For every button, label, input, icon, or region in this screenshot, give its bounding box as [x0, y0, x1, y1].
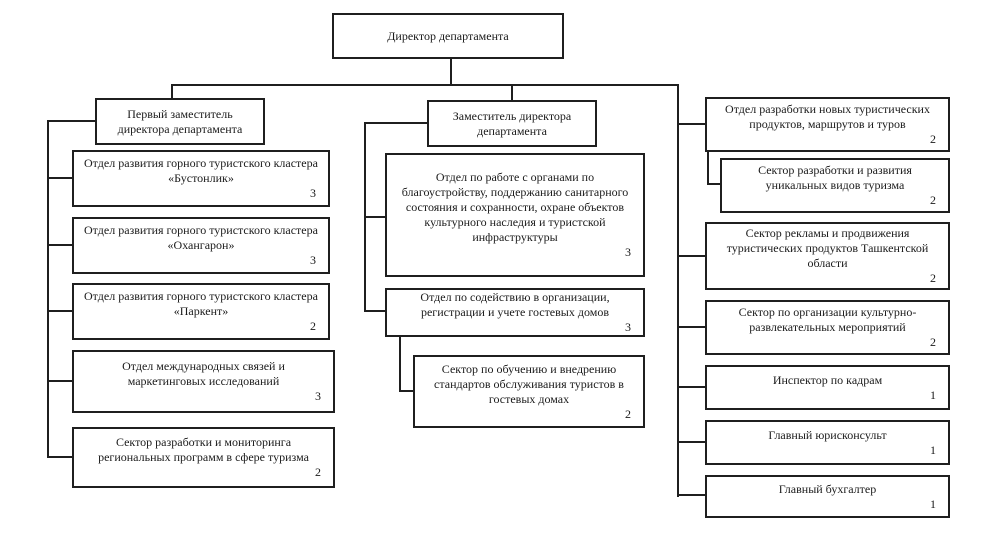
box-title: Отдел развития горного туристского кластера «Паркент» — [84, 289, 318, 318]
connector-right-child-drop — [707, 152, 709, 185]
org-box-cultural-events-sector — [705, 300, 950, 355]
staff-count: 2 — [930, 132, 936, 146]
connector-middle-child-link — [399, 390, 413, 392]
org-box-deputy-director — [427, 100, 597, 147]
box-title: Сектор рекламы и продвижения туристических продуктов Ташкентской области — [726, 226, 929, 270]
staff-count: 1 — [930, 442, 936, 457]
connector-middle-stub-1 — [364, 216, 385, 218]
connector-middle-child-drop — [399, 337, 401, 392]
staff-count: 3 — [310, 186, 316, 200]
connector-left-head-link — [47, 120, 95, 122]
staff-count: 2 — [930, 193, 936, 207]
connector-right-spine — [677, 84, 679, 497]
org-box-cluster-parkent — [72, 283, 330, 340]
connector-root-drop — [450, 59, 452, 84]
box-title: Отдел по содействию в организации, регистрации и учете гостевых домов — [420, 290, 610, 319]
connector-right-stub-1 — [679, 123, 705, 125]
connector-left-spine — [47, 120, 49, 458]
staff-count: 1 — [930, 387, 936, 402]
org-box-cluster-bustonlik — [72, 150, 330, 207]
staff-count: 2 — [310, 319, 316, 333]
org-box-guest-houses — [385, 288, 645, 337]
box-title: Отдел разработки новых туристических продуктов, маршрутов и туров — [725, 102, 930, 131]
staff-count: 3 — [625, 320, 631, 334]
org-box-new-products — [705, 97, 950, 152]
staff-count: 2 — [625, 406, 631, 421]
connector-right-stub-5 — [679, 386, 705, 388]
connector-right-stub-4 — [679, 326, 705, 328]
org-box-unique-tourism-sector — [720, 158, 950, 213]
org-box-chief-legal-counsel — [705, 420, 950, 465]
org-box-cluster-ohangaron — [72, 217, 330, 274]
staff-count: 2 — [315, 465, 321, 479]
box-title: Сектор по организации культурно-развлекательных мероприятий — [738, 305, 917, 334]
connector-right-stub-7 — [679, 494, 705, 496]
staff-count: 2 — [930, 271, 936, 285]
box-title: Отдел международных связей и маркетинговых исследований — [122, 359, 285, 388]
staff-count: 2 — [930, 335, 936, 349]
org-box-advertising-sector — [705, 222, 950, 290]
org-box-first-deputy — [95, 98, 265, 145]
org-box-hr-inspector — [705, 365, 950, 410]
box-title: Главный бухгалтер — [778, 481, 877, 496]
org-box-international-relations — [72, 350, 335, 413]
connector-right-child-link — [707, 183, 720, 185]
box-title: Первый заместитель директора департамента — [117, 106, 243, 136]
box-title: Главный юрисконсульт — [768, 427, 887, 442]
connector-left-head-drop — [171, 84, 173, 98]
staff-count: 3 — [310, 253, 316, 267]
connector-left-stub-4 — [47, 380, 72, 382]
connector-left-stub-1 — [47, 177, 72, 179]
connector-left-stub-3 — [47, 310, 72, 312]
staff-count: 3 — [625, 245, 631, 259]
box-title: Отдел развития горного туристского кластера «Бустонлик» — [84, 156, 318, 185]
box-title: Заместитель директора департамента — [452, 108, 572, 138]
org-box-service-standards-sector — [413, 355, 645, 428]
box-title: Инспектор по кадрам — [772, 372, 883, 387]
box-title: Сектор разработки и развития уникальных видов туризма — [758, 163, 912, 192]
connector-middle-stub-2 — [364, 310, 385, 312]
connector-left-stub-5 — [47, 456, 72, 458]
org-box-chief-accountant — [705, 475, 950, 518]
org-box-improvement-heritage — [385, 153, 645, 277]
connector-left-stub-2 — [47, 244, 72, 246]
box-title: Сектор разработки и мониторинга региональных программ в сфере туризма — [98, 435, 309, 464]
org-box-director — [332, 13, 564, 59]
connector-right-stub-3 — [679, 255, 705, 257]
box-title: Отдел развития горного туристского кластера «Охангарон» — [84, 223, 318, 252]
connector-middle-head-drop — [511, 84, 513, 100]
org-box-regional-programs-sector — [72, 427, 335, 488]
connector-right-stub-6 — [679, 441, 705, 443]
staff-count: 1 — [930, 496, 936, 511]
box-title: Сектор по обучению и внедрению стандартов обслуживания туристов в гостевых домах — [434, 361, 624, 406]
box-title: Отдел по работе с органами по благоустройству, поддержанию санитарного состояния и сохранности, охране объектов культурного наследия и туристской инфраструктуры — [401, 170, 629, 244]
connector-middle-head-link — [364, 122, 427, 124]
box-title: Директор департамента — [387, 28, 509, 43]
connector-trunk — [171, 84, 679, 86]
staff-count: 3 — [315, 389, 321, 403]
